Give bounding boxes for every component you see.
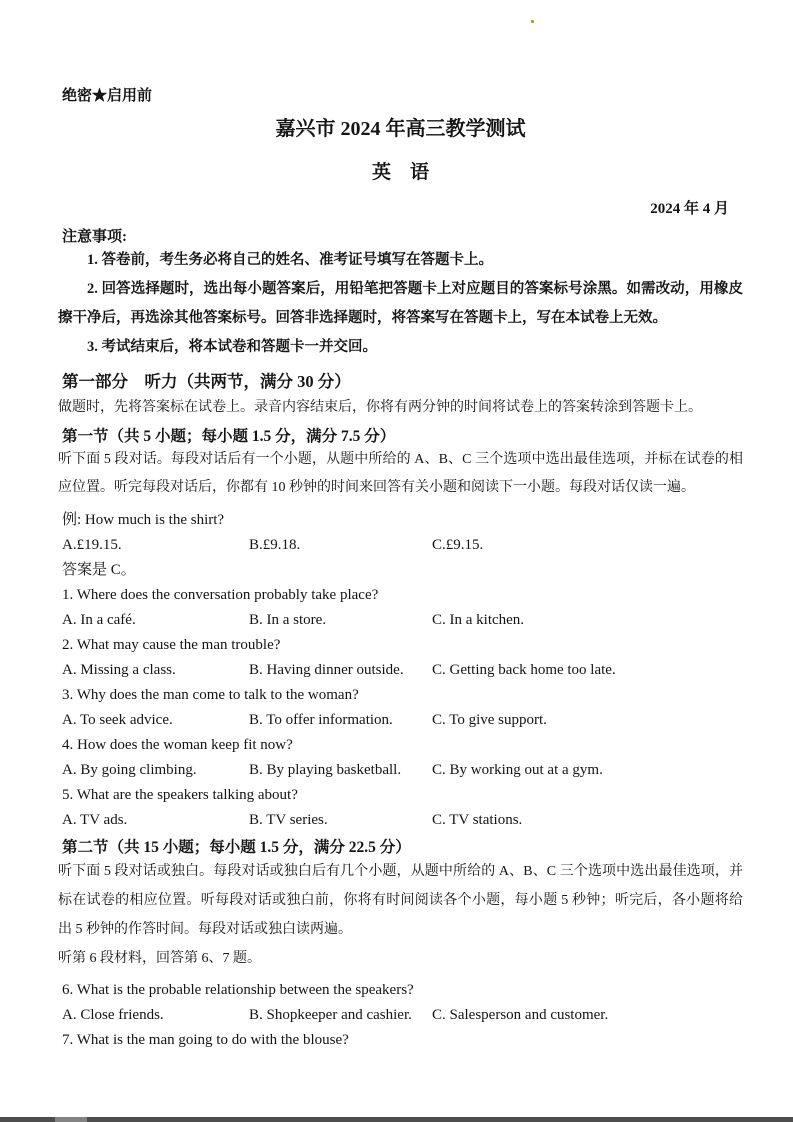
question-2-options [62, 658, 743, 683]
option-b: B. To offer information. [249, 712, 393, 728]
section1-questions [58, 508, 743, 833]
question-6-options [62, 1003, 743, 1028]
option-a: A. By going climbing. [62, 762, 197, 778]
option-b: B. In a store. [249, 612, 327, 628]
question-7: 7. What is the man going to do with the blouse? [62, 1032, 349, 1048]
section1-instruction: 听下面 5 段对话。每段对话后有一个小题，从题中所给的 A、B、C 三个选项中选出最佳选项，并标在试卷的相应位置。听完每段对话后，你都有 10 秒钟的时间来回答有关小题和阅读下一小题。每段对话仅读一遍。 [58, 452, 743, 495]
exam-date: 2024 年 4 月 [650, 201, 729, 217]
question-1-options [62, 608, 743, 633]
example-answer: 答案是 C。 [62, 562, 136, 578]
option-b: B. Shopkeeper and cashier. [249, 1007, 412, 1023]
option-c: C. TV stations. [432, 812, 523, 828]
security-notice: 绝密★启用前 [62, 88, 153, 104]
section1-heading: 第一节（共 5 小题；每小题 1.5 分，满分 7.5 分） [62, 428, 396, 445]
part1-heading: 第一部分 听力（共两节，满分 30 分） [62, 372, 351, 391]
question-5-options [62, 808, 743, 833]
option-a: A. In a café. [62, 612, 136, 628]
option-c: C. Getting back home too late. [432, 662, 616, 678]
option-c: C. To give support. [432, 712, 547, 728]
option-a: A. Missing a class. [62, 662, 176, 678]
example-options [62, 533, 743, 558]
example-prompt: 例: How much is the shirt? [62, 512, 225, 528]
question-6: 6. What is the probable relationship between the speakers? [62, 982, 414, 998]
option-b: B. Having dinner outside. [249, 662, 404, 678]
question-1: 1. Where does the conversation probably take place? [62, 587, 379, 603]
notice-heading: 注意事项: [62, 229, 127, 245]
notice-item-3: 3. 考试结束后，将本试卷和答题卡一并交回。 [87, 339, 377, 355]
section2-heading: 第二节（共 15 小题；每小题 1.5 分，满分 22.5 分） [62, 839, 411, 856]
option-c: C. Salesperson and customer. [432, 1007, 609, 1023]
option-a: A. To seek advice. [62, 712, 173, 728]
option-c: C. In a kitchen. [432, 612, 525, 628]
scan-edge-smudge [55, 1117, 87, 1122]
question-2: 2. What may cause the man trouble? [62, 637, 281, 653]
notice-item-2: 2. 回答选择题时，选出每小题答案后，用铅笔把答题卡上对应题目的答案标号涂黑。如需改动，用橡皮擦干净后，再选涂其他答案标号。回答非选择题时，将答案写在答题卡上，写在本试卷上无效。 [58, 281, 743, 326]
scan-edge-bar [0, 1117, 793, 1122]
example-option-c: C.£9.15. [432, 537, 484, 553]
question-3-options [62, 708, 743, 733]
example-option-a: A.£19.15. [62, 537, 122, 553]
question-4-options [62, 758, 743, 783]
part1-note: 做题时，先将答案标在试卷上。录音内容结束后，你将有两分钟的时间将试卷上的答案转涂到答题卡上。 [58, 400, 702, 415]
section2-instruction: 听下面 5 段对话或独白。每段对话或独白后有几个小题，从题中所给的 A、B、C 三个选项中选出最佳选项，并标在试卷的相应位置。听每段对话或独白前，你将有时间阅读各个小题，每小题 5 秒钟；听完后，各小题将给出 5 秒钟的作答时间。每段对话或独白读两遍。 [58, 864, 743, 937]
option-b: B. By playing basketball. [249, 762, 402, 778]
option-b: B. TV series. [249, 812, 328, 828]
option-a: A. TV ads. [62, 812, 128, 828]
notice-item-1: 1. 答卷前，考生务必将自己的姓名、准考证号填写在答题卡上。 [87, 252, 493, 268]
section2-questions [58, 978, 743, 1053]
example-option-b: B.£9.18. [249, 537, 301, 553]
question-5: 5. What are the speakers talking about? [62, 787, 298, 803]
exam-title: 嘉兴市 2024 年高三教学测试 [275, 118, 526, 140]
question-3: 3. Why does the man come to talk to the woman? [62, 687, 359, 703]
exam-subject: 英 语 [371, 162, 429, 183]
question-4: 4. How does the woman keep fit now? [62, 737, 293, 753]
material-note: 听第 6 段材料，回答第 6、7 题。 [58, 951, 261, 966]
option-c: C. By working out at a gym. [432, 762, 603, 778]
option-a: A. Close friends. [62, 1007, 164, 1023]
scan-artifact-dot [531, 20, 534, 23]
